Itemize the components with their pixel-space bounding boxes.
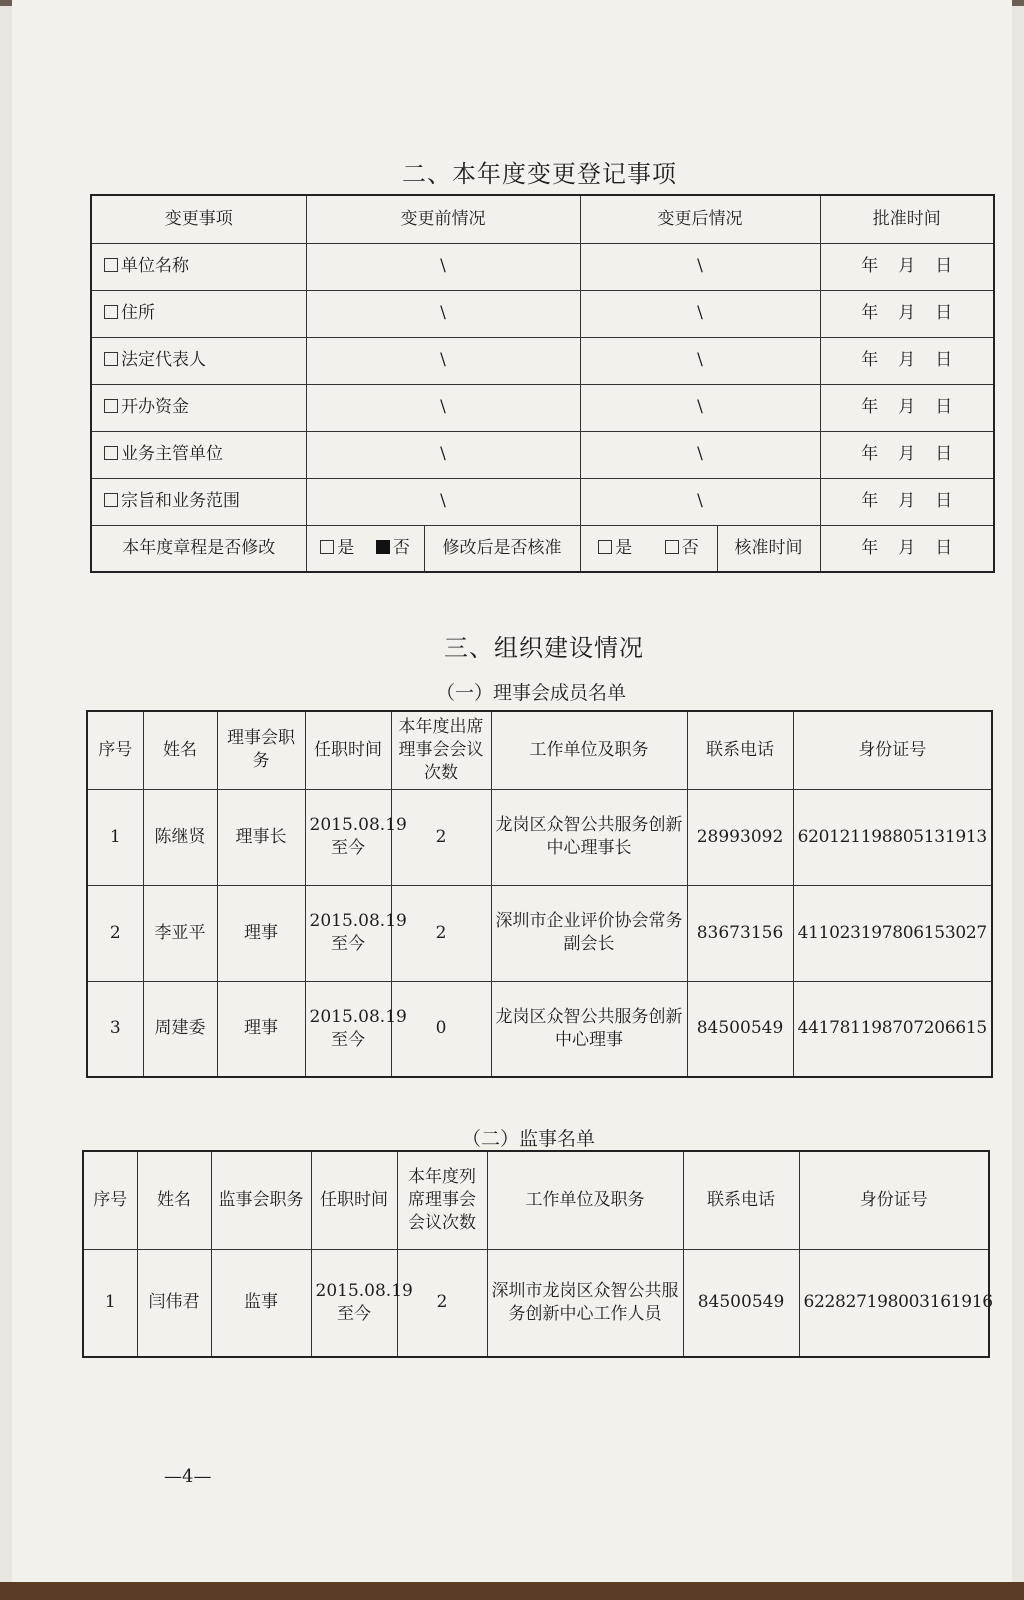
charter-no-label: 否 [392, 537, 410, 558]
charter-modified-options [306, 525, 424, 572]
change-after-value: \ [580, 431, 820, 478]
charter-yes-label: 是 [337, 537, 355, 558]
member-phone: 83673156 [687, 885, 793, 981]
change-item-label: 业务主管单位 [121, 444, 223, 465]
change-item-checkbox[interactable] [104, 399, 118, 413]
date-year: 年 [861, 303, 879, 324]
approved-no-label: 否 [681, 537, 699, 558]
board-header-row [87, 711, 992, 789]
date-day: 日 [935, 444, 953, 465]
member-no: 1 [83, 1249, 137, 1357]
approval-time-label: 核准时间 [717, 525, 820, 572]
approval-date [820, 431, 994, 478]
member-role: 理事 [217, 885, 305, 981]
change-before-value: \ [306, 478, 580, 525]
member-attendance: 2 [391, 789, 491, 885]
member-term: 2015.08.19至今 [305, 981, 391, 1077]
member-row [87, 885, 992, 981]
sup-header-id: 身份证号 [799, 1151, 989, 1249]
change-item [91, 478, 306, 525]
member-row [87, 789, 992, 885]
change-item-checkbox[interactable] [104, 352, 118, 366]
change-item [91, 431, 306, 478]
sup-header-attendance: 本年度列席理事会会议次数 [397, 1151, 487, 1249]
member-phone: 28993092 [687, 789, 793, 885]
approval-date [820, 525, 994, 572]
board-header-org: 工作单位及职务 [491, 711, 687, 789]
board-header-id: 身份证号 [793, 711, 992, 789]
change-item-label: 法定代表人 [121, 350, 206, 371]
approved-yes-label: 是 [615, 537, 633, 558]
sup-header-no: 序号 [83, 1151, 137, 1249]
date-year: 年 [861, 444, 879, 465]
member-term: 2015.08.19至今 [311, 1249, 397, 1357]
member-phone: 84500549 [683, 1249, 799, 1357]
change-item [91, 290, 306, 337]
change-row [91, 290, 994, 337]
member-term: 2015.08.19至今 [305, 885, 391, 981]
member-no: 3 [87, 981, 143, 1077]
date-month: 月 [898, 256, 916, 277]
date-day: 日 [935, 537, 953, 558]
member-term: 2015.08.19至今 [305, 789, 391, 885]
approval-date [820, 478, 994, 525]
board-header-role: 理事会职务 [217, 711, 305, 789]
member-role: 监事 [211, 1249, 311, 1357]
date-year: 年 [861, 491, 879, 512]
header-approval-time: 批准时间 [820, 195, 994, 243]
approval-date [820, 243, 994, 290]
approved-yes-checkbox[interactable] [598, 540, 612, 554]
change-before-value: \ [306, 337, 580, 384]
change-table-header-row [91, 195, 994, 243]
change-row [91, 431, 994, 478]
change-item-checkbox[interactable] [104, 305, 118, 319]
member-id-number: 441781198707206615 [793, 981, 992, 1077]
charter-approved-label: 修改后是否核准 [424, 525, 580, 572]
change-before-value: \ [306, 290, 580, 337]
member-name: 周建委 [143, 981, 217, 1077]
change-item-label: 宗旨和业务范围 [121, 491, 240, 512]
change-item-checkbox[interactable] [104, 446, 118, 460]
board-header-phone: 联系电话 [687, 711, 793, 789]
change-before-value: \ [306, 384, 580, 431]
supervisor-rows [83, 1249, 993, 1357]
member-id-number: 622827198003161916 [799, 1249, 989, 1357]
supervisors-subtitle: （二）监事名单 [462, 1128, 596, 1150]
sup-header-role: 监事会职务 [211, 1151, 311, 1249]
date-month: 月 [898, 444, 916, 465]
charter-label: 本年度章程是否修改 [91, 525, 306, 572]
header-before: 变更前情况 [306, 195, 580, 243]
member-row [87, 981, 992, 1077]
header-after: 变更后情况 [580, 195, 820, 243]
date-month: 月 [898, 303, 916, 324]
change-after-value: \ [580, 337, 820, 384]
change-item-label: 住所 [121, 303, 155, 324]
change-after-value: \ [580, 243, 820, 290]
change-item [91, 243, 306, 290]
member-role: 理事 [217, 981, 305, 1077]
sup-header-term: 任职时间 [311, 1151, 397, 1249]
change-after-value: \ [580, 384, 820, 431]
change-item-checkbox[interactable] [104, 493, 118, 507]
member-id-number: 620121198805131913 [793, 789, 992, 885]
board-subtitle: （一）理事会成员名单 [436, 682, 627, 704]
change-item [91, 337, 306, 384]
date-year: 年 [861, 537, 879, 558]
approval-date [820, 384, 994, 431]
charter-no-checkbox-checked[interactable] [376, 540, 390, 554]
board-header-term: 任职时间 [305, 711, 391, 789]
member-role: 理事长 [217, 789, 305, 885]
date-year: 年 [861, 350, 879, 371]
board-header-name: 姓名 [143, 711, 217, 789]
member-attendance: 0 [391, 981, 491, 1077]
supervisors-table [82, 1150, 993, 1358]
member-row [83, 1249, 989, 1357]
approval-date [820, 337, 994, 384]
change-row [91, 384, 994, 431]
member-name: 陈继贤 [143, 789, 217, 885]
date-year: 年 [861, 397, 879, 418]
date-year: 年 [861, 256, 879, 277]
board-members-table [86, 710, 993, 1078]
sup-header-name: 姓名 [137, 1151, 211, 1249]
date-day: 日 [935, 303, 953, 324]
change-item-label: 单位名称 [121, 256, 189, 277]
date-day: 日 [935, 491, 953, 512]
board-header-attendance: 本年度出席理事会会议次数 [391, 711, 491, 789]
member-id-number: 411023197806153027 [793, 885, 992, 981]
change-rows [91, 243, 994, 525]
date-day: 日 [935, 350, 953, 371]
change-row [91, 243, 994, 290]
change-item [91, 384, 306, 431]
page-number: —4— [164, 1466, 212, 1487]
charter-yes-checkbox[interactable] [320, 540, 334, 554]
member-org: 龙岗区众智公共服务创新中心理事长 [491, 789, 687, 885]
member-no: 2 [87, 885, 143, 981]
document-page [12, 0, 1012, 1600]
approved-no-checkbox[interactable] [665, 540, 679, 554]
change-item-checkbox[interactable] [104, 258, 118, 272]
change-row [91, 337, 994, 384]
member-attendance: 2 [397, 1249, 487, 1357]
date-month: 月 [898, 350, 916, 371]
sup-header-phone: 联系电话 [683, 1151, 799, 1249]
board-rows [87, 789, 992, 1077]
date-day: 日 [935, 397, 953, 418]
date-month: 月 [898, 491, 916, 512]
section-3-title: 三、组织建设情况 [444, 634, 644, 662]
sup-header-org: 工作单位及职务 [487, 1151, 683, 1249]
change-row [91, 478, 994, 525]
date-day: 日 [935, 256, 953, 277]
change-after-value: \ [580, 478, 820, 525]
member-attendance: 2 [391, 885, 491, 981]
charter-approved-options [580, 525, 717, 572]
supervisors-header-row [83, 1151, 989, 1249]
member-org: 深圳市龙岗区众智公共服务创新中心工作人员 [487, 1249, 683, 1357]
change-item-label: 开办资金 [121, 397, 189, 418]
approval-date [820, 290, 994, 337]
board-header-no: 序号 [87, 711, 143, 789]
member-no: 1 [87, 789, 143, 885]
member-org: 龙岗区众智公共服务创新中心理事 [491, 981, 687, 1077]
change-before-value: \ [306, 243, 580, 290]
member-org: 深圳市企业评价协会常务副会长 [491, 885, 687, 981]
header-change-item: 变更事项 [91, 195, 306, 243]
date-month: 月 [898, 397, 916, 418]
charter-row [91, 525, 994, 572]
date-month: 月 [898, 537, 916, 558]
member-name: 闫伟君 [137, 1249, 211, 1357]
member-phone: 84500549 [687, 981, 793, 1077]
change-before-value: \ [306, 431, 580, 478]
member-name: 李亚平 [143, 885, 217, 981]
change-registration-table [90, 194, 995, 573]
change-after-value: \ [580, 290, 820, 337]
desk-edge [0, 1582, 1024, 1600]
section-2-title: 二、本年度变更登记事项 [402, 160, 677, 188]
